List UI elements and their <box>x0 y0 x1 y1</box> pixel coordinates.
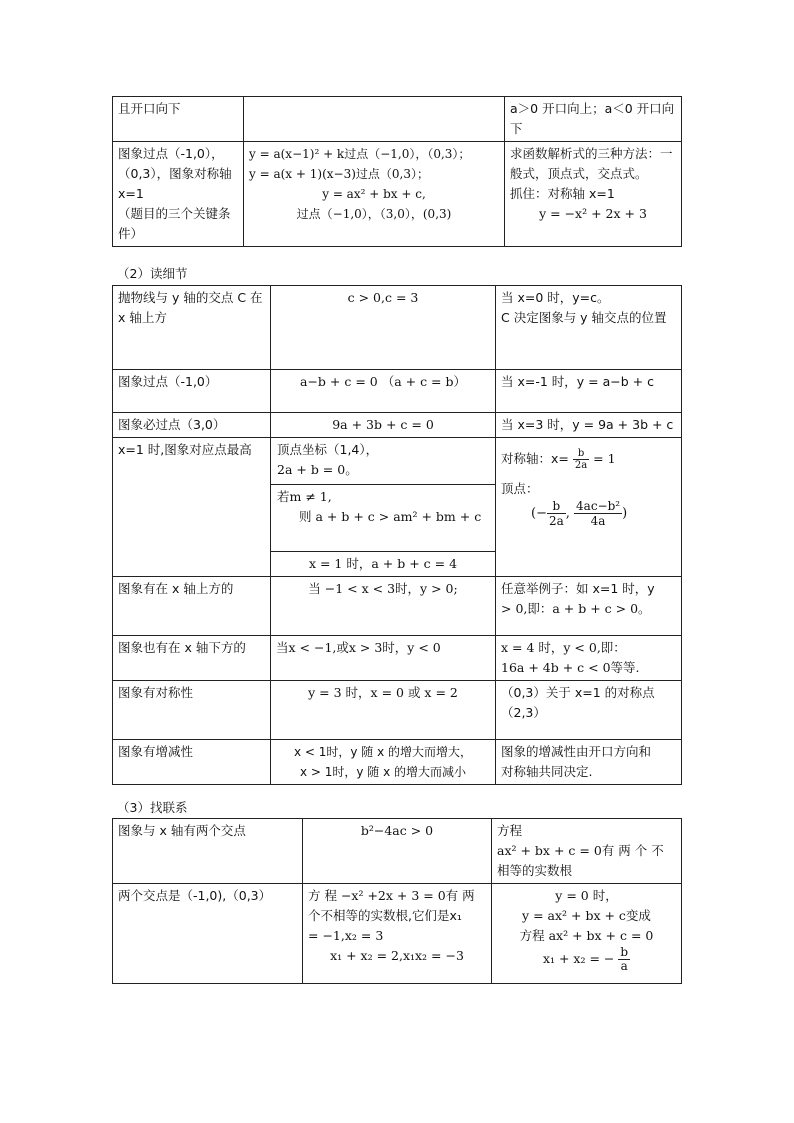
formula-line: y = a(x−1)² + k过点（−1,0），（0,3）； <box>249 147 471 161</box>
vertex-formula: (− $\frac{b}{2a}$ , $\frac{\text{4ac−b²}}{4a}$ ) <box>531 499 628 528</box>
cell: 当 x=3 时，y = 9a + 3b + c <box>496 413 682 438</box>
formula-line: 则 a + b + c > am² + bm + c <box>299 509 482 524</box>
table-row <box>113 884 682 984</box>
formula-line: 方程 ax² + bx + c = 0 <box>519 928 654 943</box>
cell <box>496 438 682 577</box>
table-row <box>113 819 682 884</box>
cell <box>496 577 682 636</box>
fraction <box>573 448 589 471</box>
text-line: 方程 <box>497 823 523 838</box>
cell: 当 x=-1 时，y = a−b + c <box>496 370 682 413</box>
cell <box>496 740 682 785</box>
denominator: 2a <box>548 514 564 528</box>
cell <box>271 740 496 785</box>
cell: 图象有对称性 <box>113 681 271 740</box>
table-row <box>113 636 682 681</box>
fraction <box>574 499 622 528</box>
text-line: 抓住：对称轴 x=1 <box>510 186 615 201</box>
formula-line: x₁ + x₂ = 2,x₁x₂ = −3 <box>330 948 464 963</box>
numerator: b <box>573 448 589 460</box>
cell: 图象必过点（3,0） <box>113 413 271 438</box>
table-connections <box>112 818 682 984</box>
cell: 当x < −1,或x > 3时，y < 0 <box>271 636 496 681</box>
fraction <box>618 946 630 973</box>
text-line: 顶点坐标（1,4）， <box>277 442 379 457</box>
cell <box>496 636 682 681</box>
cell: 图象有在 x 轴上方的 <box>113 577 271 636</box>
subcell: x = 1 时，a + b + c = 4 <box>308 556 458 571</box>
text-line: 图象过点（-1,0），（0,3），图象对称轴 x=1 <box>118 146 232 201</box>
denominator: a <box>620 959 628 973</box>
text-line: x < 1时，y 随 x 的增大而增大， <box>293 745 473 759</box>
formula-line: 方 程 −x² +2x + 3 = 0有 两 <box>308 888 475 903</box>
section-title: （3）找联系 <box>117 800 188 815</box>
formula-line: = −1,x₂ = 3 <box>308 928 384 943</box>
cell: 抛物线与 y 轴的交点 C 在 x 轴上方 <box>113 286 271 370</box>
subcell <box>271 485 495 552</box>
table-conditions <box>112 96 682 247</box>
cell: b²−4ac > 0 <box>303 819 492 884</box>
value: = 1 <box>593 451 616 466</box>
cell: 9a + 3b + c = 0 <box>271 413 496 438</box>
subcell <box>271 438 495 485</box>
cell <box>492 819 682 884</box>
formula-line: 若m ≠ 1, <box>277 489 332 504</box>
cell: 图象过点（-1,0） <box>113 370 271 413</box>
section-title: （2）读细节 <box>117 266 188 281</box>
numerator: b <box>620 945 629 959</box>
cell <box>496 286 682 370</box>
text-line: 当 x=0 时，y=c。 <box>501 290 610 305</box>
table-row <box>113 413 682 438</box>
text-line: 个不相等的实数根,它们是x₁ <box>308 908 462 923</box>
formula-line: > 0,即：a + b + c > 0。 <box>501 601 651 616</box>
formula-line: y = 0 时， <box>555 888 618 903</box>
table-row <box>113 286 682 370</box>
table-details <box>112 285 682 785</box>
text-line: 相等的实数根 <box>497 863 573 878</box>
fraction <box>547 499 566 528</box>
cell: x=1 时,图象对应点最高 <box>113 438 271 577</box>
numerator: 4ac−b² <box>576 499 621 513</box>
cell: 图象与 x 轴有两个交点 <box>113 819 303 884</box>
cell <box>492 884 682 984</box>
table-row <box>113 370 682 413</box>
text-line: 求函数解析式的三种方法：一般式，顶点式，交点式。 <box>510 146 673 181</box>
text-line: 图象的增减性由开口方向和 <box>501 744 652 759</box>
cell: c > 0,c = 3 <box>271 286 496 370</box>
cell: y = 3 时，x = 0 或 x = 2 <box>271 681 496 740</box>
text-line: （题目的三个关键条件） <box>118 206 231 241</box>
table-row <box>113 142 682 247</box>
text-line: （0,3）关于 x=1 的对称点 <box>501 685 655 700</box>
text: x₁ + x₂ = − <box>542 951 615 966</box>
text-line: （2,3） <box>501 705 546 720</box>
table-row <box>113 740 682 785</box>
axis-formula <box>501 448 676 471</box>
text-line: C 决定图象与 y 轴交点的位置 <box>501 310 667 325</box>
cell: 且开口向下 <box>113 97 244 142</box>
formula-line: y = ax² + bx + c, <box>322 187 426 201</box>
formula-line: y = a(x + 1)(x−3)过点（0,3）； <box>249 167 429 181</box>
cell <box>113 142 244 247</box>
cell: 当 −1 < x < 3时，y > 0; <box>271 577 496 636</box>
cell: 图象有增减性 <box>113 740 271 785</box>
cell <box>496 681 682 740</box>
cell <box>244 142 505 247</box>
denominator: 2a <box>574 460 588 471</box>
table-row <box>113 577 682 636</box>
table-row <box>113 97 682 142</box>
formula-line: 16a + 4b + c < 0等等. <box>501 660 640 675</box>
cell <box>505 142 682 247</box>
cell: a−b + c = 0 （a + c = b） <box>271 370 496 413</box>
formula-line: y = ax² + bx + c变成 <box>522 908 651 923</box>
table-row <box>113 438 682 577</box>
text-line: 任意举例子：如 x=1 时，y <box>501 581 655 596</box>
formula-line: 2a + b = 0。 <box>277 462 358 477</box>
numerator: b <box>547 499 566 514</box>
cell: 两个交点是（-1,0),（0,3） <box>113 884 303 984</box>
table-row <box>113 681 682 740</box>
text-line: 对称轴共同决定. <box>501 764 593 779</box>
denominator: 4a <box>590 514 606 528</box>
vertex-label: 顶点： <box>501 481 539 496</box>
formula-line <box>497 946 676 973</box>
formula-line: ax² + bx + c = 0有 两 个 不 <box>497 843 664 858</box>
text-line: x > 1时，y 随 x 的增大而减小 <box>299 765 467 779</box>
formula-line: y = −x² + 2x + 3 <box>539 206 647 221</box>
cell <box>303 884 492 984</box>
cell <box>271 438 496 577</box>
text: 对称轴：x= <box>501 451 569 466</box>
cell: 图象也有在 x 轴下方的 <box>113 636 271 681</box>
cell <box>244 97 505 142</box>
formula-line: 过点（−1,0），（3,0），(0,3) <box>296 207 452 221</box>
cell: a＞0 开口向上；a＜0 开口向下 <box>505 97 682 142</box>
formula-line: x = 4 时，y < 0,即： <box>501 640 626 655</box>
